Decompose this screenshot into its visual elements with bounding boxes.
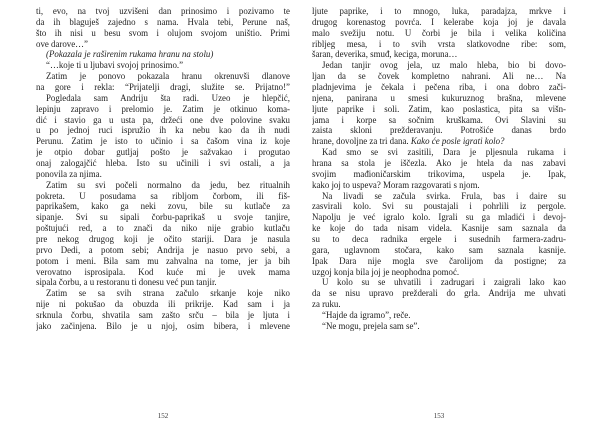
text-line: su to deca radnika ergele i susednih farmera-zadru- [312, 234, 566, 245]
text-line: “…koje ti u ljubavi svojoj prinosimo.” [46, 60, 184, 71]
text-line: drugog korenastog povrća. I kelerabe koja joj je davala [312, 16, 566, 27]
text-line: njena, panirana u smesi kukuruznog brašna, mlevene [312, 92, 566, 103]
page-number-left: 152 [157, 412, 169, 420]
text-line: paprikašem, kako ga neki zovu, bile su kutlače za [36, 201, 290, 212]
text-line: (Pokazala je raširenim rukama hranu na stolu) [46, 49, 214, 60]
text-line: Pogledala sam Andriju šta radi. Uzeo je hlepčić, [46, 92, 290, 103]
text-line: je otpio dobar gutljaj pošto je sažvakao i progutao [36, 147, 290, 158]
text-line: prvo Dedi, a potom sebi; Andrija je nasuo prvo sebi, a [36, 244, 290, 255]
text-line: sipala čorbu, a u restoranu ti donesu već pun tanjir. [36, 277, 217, 288]
text-line: pokreta. U posudama sa ribljom čorbom, ili fiš- [36, 190, 290, 201]
text-line: Napolju je već igralo kolo. Igrali su ga mladići i devoj- [312, 212, 566, 223]
text-line: Zatim se sa svih strana začulo srkanje koje niko [46, 288, 290, 299]
text-line: ponovila za njima. [36, 168, 102, 179]
text-line: da ih blaguješ zajedno s nama. Hvala tebi, Perune naš, [36, 16, 290, 27]
text-line: Ipak Dara nije mogla sve čarolijom da postigne; za [312, 255, 566, 266]
text-line: U kolo su se uhvatili i zadrugari i zaigrali lako kao [322, 277, 566, 288]
text-line: jako začinjena. Bilo je u njoj, osim bibera, i mlevene [36, 320, 290, 331]
text-line: ljan da se čovek kompletno nahrani. Ali ne… Na [312, 71, 566, 82]
text-line: poštujući red, a to znači da niko nije grabio kutlaču [36, 223, 290, 234]
text-line: dić i stavio ga u usta pa, držeći one dve polovine svaku [36, 114, 290, 125]
text-line: uzgoj konja bila joj je neophodna pomoć. [312, 266, 460, 277]
text-line: srknula čorbu, shvatila sam zašto srču – bila je ljuta i [36, 310, 290, 321]
text-line: sipanje. Svi su sipali čorbu-paprikaš u svoje tanjire, [36, 212, 290, 223]
text-line: zaista skloni prežderavanju. Potrošiće danas brdo [312, 125, 566, 136]
text-line: hrana sa stola je iščezla. Ako je htela da nas zabavi [312, 158, 566, 169]
text-line [312, 136, 566, 147]
text-line: gara, uglavnom stočara, kako sam saznala kasnije. [312, 244, 566, 255]
left-page [36, 6, 290, 400]
text-line: ribljeg mesa, i to svih vrsta slatkovodne ribe: som, [312, 38, 566, 49]
text-line: Jedan tanjir ovog jela, uz malo hleba, bio bi dovo- [322, 60, 566, 71]
text-line: svojim mađioničarskim trikovima, uspela je. Ipak, [312, 168, 566, 179]
text-line: ljute paprike i soli. Zatim, kao poslastica, pita sa višn- [312, 103, 566, 114]
text-line: u po jednoj ruci ispružio ih ka nebu kao da ih nudi [36, 125, 290, 136]
text-line: Zatim su svi počeli normalno da jedu, bez ritualnih [46, 179, 290, 190]
italic-thought: Kako će posle igrati kolo? [410, 136, 505, 147]
text-line: Perunu. Zatim je isto to učinio i sa čašom vina iz koje [36, 136, 290, 147]
text-line: verovatno isprosipala. Kod kuće mi je uvek mama [36, 266, 290, 277]
text-line: malo svežiju notu. U čorbi je bila i velika količina [312, 27, 566, 38]
text-line: zasvirali kolo. Svi su poustajali i pohrlili iz pergole. [312, 201, 566, 212]
text-line: pladnjevima je čekala i pečena riba, i ona dobro zači- [312, 82, 566, 93]
text-line: što ih nisi u besu svom i olujom svojom uništio. Primi [36, 27, 290, 38]
page-number-right: 153 [433, 412, 445, 420]
text-line: potom i meni. Bila sam mu zahvalna na tome, jer ja bih [36, 255, 290, 266]
right-page [312, 6, 566, 400]
text-line: ove darove…” [36, 38, 88, 49]
text-line: da se nisu upravo prežderali do grla. Andrija me uhvati [312, 288, 566, 299]
text-line: ti, evo, na tvoj uzvišeni dan prinosimo i pozivamo te [36, 6, 290, 16]
text-line: jama i korpe sa sočnim kruškama. Ovi Slavini su [312, 114, 566, 125]
text-line: pre nekog drugog koji je očito stariji. Dara je nasula [36, 234, 290, 245]
text-line: šaran, deverika, smuđ, keciga, moruna… [312, 49, 458, 60]
text-line: za ruku. [312, 299, 341, 310]
text-line: Zatim je ponovo pokazala hranu okrenuvši dlanove [46, 71, 290, 82]
text-line: Kad smo se svi zasitili, Dara je pljesnula rukama i [322, 147, 566, 158]
text-line: lepinju zapravo i prelomio je. Zatim je otkinuo koma- [36, 103, 290, 114]
text-line: onaj zalogajčić hleba. Isto su učinili i svi ostali, a ja [36, 158, 290, 169]
text-line: nije ni pokušao da obuzda ili prikrije. Kad sam i ja [36, 299, 290, 310]
text-line: ljute paprike, i to mnogo, luka, paradajza, mrkve i [312, 6, 566, 16]
text-line: na gore i rekla: “Prijatelji dragi, služite se. Prijatno!” [36, 82, 290, 93]
text-line: “Ne mogu, prejela sam se”. [322, 320, 420, 331]
text-line: kako joj to uspeva? Moram razgovarati s njom. [312, 179, 480, 190]
text-line: “Hajde da igramo”, reče. [322, 310, 411, 321]
text-line: ke koje do tada nisam videla. Kasnije sam saznala da [312, 223, 566, 234]
text-run: hrane, dovoljne za tri dana. [312, 136, 409, 147]
text-line: Na livadi se začula svirka. Frula, bas i daire su [322, 190, 566, 201]
